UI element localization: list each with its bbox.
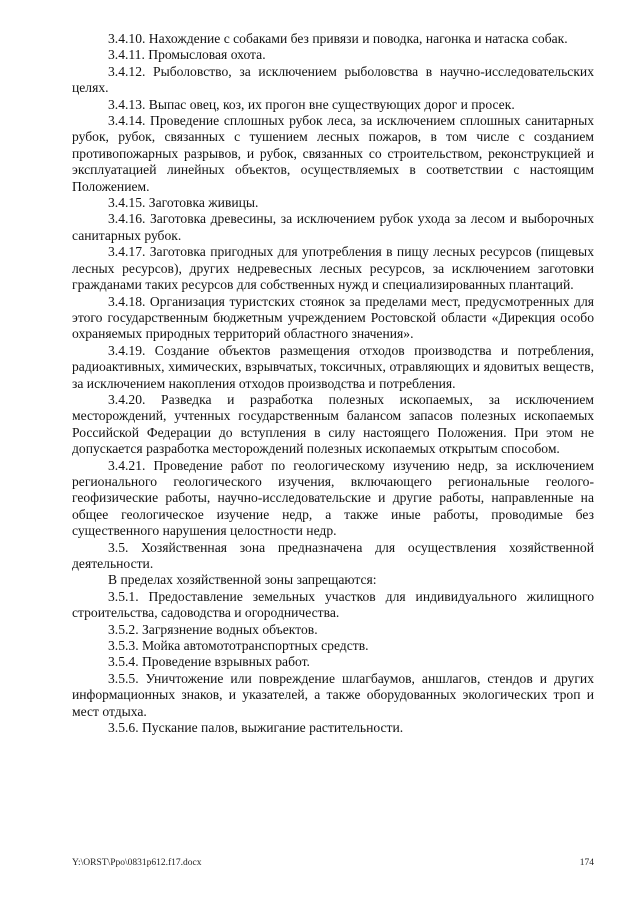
- paragraph-3-4-11: 3.4.11. Промысловая охота.: [108, 47, 266, 63]
- paragraph-3-4-14: 3.4.14. Проведение сплошных рубок леса, за исключением сплошных санитарных рубок, рубок, связанных с тушением лесных пожаров, в том числе с созданием противопожарных разрывов, и рубок, связанных со строительством, реконструкцией и эксплуатацией линейных объектов, осуществляемых в соответствии с настоящим Положением.: [72, 113, 594, 194]
- paragraph-3-4-12: 3.4.12. Рыболовство, за исключением рыболовства в научно-исследовательских целях.: [72, 63, 594, 96]
- document-body: [72, 31, 594, 736]
- paragraph-3-4-19: 3.4.19. Создание объектов размещения отходов производства и потребления, радиоактивных, химических, взрывчатых, токсичных, отравляющих и ядовитых веществ, за исключением накопления отходов производства и потребления.: [72, 342, 594, 391]
- page-number: 174: [579, 858, 594, 868]
- paragraph-3-4-16: 3.4.16. Заготовка древесины, за исключением рубок ухода за лесом и выборочных санитарных рубок.: [72, 211, 594, 243]
- paragraph-3-4-15: 3.4.15. Заготовка живицы.: [108, 195, 259, 211]
- paragraph-3-4-20: 3.4.20. Разведка и разработка полезных ископаемых, за исключением месторождений, учтенных государственным балансом запасов полезных ископаемых Российской Федерации до вступления в силу настоящего Положения. При этом не допускается разработка месторождений полезных ископаемых открытым способом.: [72, 391, 594, 457]
- footer-file-path: Y:\ORST\Ppo\0831p612.f17.docx: [72, 858, 202, 868]
- paragraph-3-4-21: 3.4.21. Проведение работ по геологическому изучению недр, за исключением регионального геологического изучения, включающего региональные геолого-геофизические работы, научно-исследовательские и другие работы, направленные на общее геологическое изучение недр, а также иные работы, проводимые без существенного нарушения целостности недр.: [72, 457, 594, 539]
- paragraph-3-4-13: 3.4.13. Выпас овец, коз, их прогон вне существующих дорог и просек.: [108, 96, 515, 112]
- paragraph-3-4-18: 3.4.18. Организация туристских стоянок за пределами мест, предусмотренных для этого государственным бюджетным учреждением Ростовской области «Дирекция особо охраняемых природных территорий областного значения».: [72, 293, 594, 342]
- paragraph-3-5-3: 3.5.3. Мойка автомототранспортных средств.: [108, 638, 369, 654]
- paragraph-3-5-6: 3.5.6. Пускание палов, выжигание растительности.: [108, 720, 404, 736]
- paragraph-3-5-5: 3.5.5. Уничтожение или повреждение шлагбаумов, аншлагов, стендов и других информационных знаков, и указателей, а также оборудованных экологических троп и мест отдыха.: [72, 670, 594, 719]
- paragraph-3-5-2: 3.5.2. Загрязнение водных объектов.: [108, 621, 318, 637]
- paragraph-3-5-4: 3.5.4. Проведение взрывных работ.: [108, 654, 310, 670]
- paragraph-3-5: 3.5. Хозяйственная зона предназначена для осуществления хозяйственной деятельности.: [72, 539, 594, 571]
- paragraph-3-5-1: 3.5.1. Предоставление земельных участков для индивидуального жилищного строительства, садоводства и огородничества.: [72, 588, 594, 621]
- paragraph-3-4-17: 3.4.17. Заготовка пригодных для употребления в пищу лесных ресурсов (пищевых лесных ресурсов), других недревесных лесных ресурсов, за исключением заготовки гражданами таких ресурсов для собственных нужд и специализированных плантаций.: [72, 244, 594, 293]
- paragraph-3-4-10: 3.4.10. Нахождение с собаками без привязи и поводка, нагонка и натаска собак.: [108, 31, 568, 46]
- paragraph-zone-restrictions-intro: В пределах хозяйственной зоны запрещаются:: [108, 572, 377, 588]
